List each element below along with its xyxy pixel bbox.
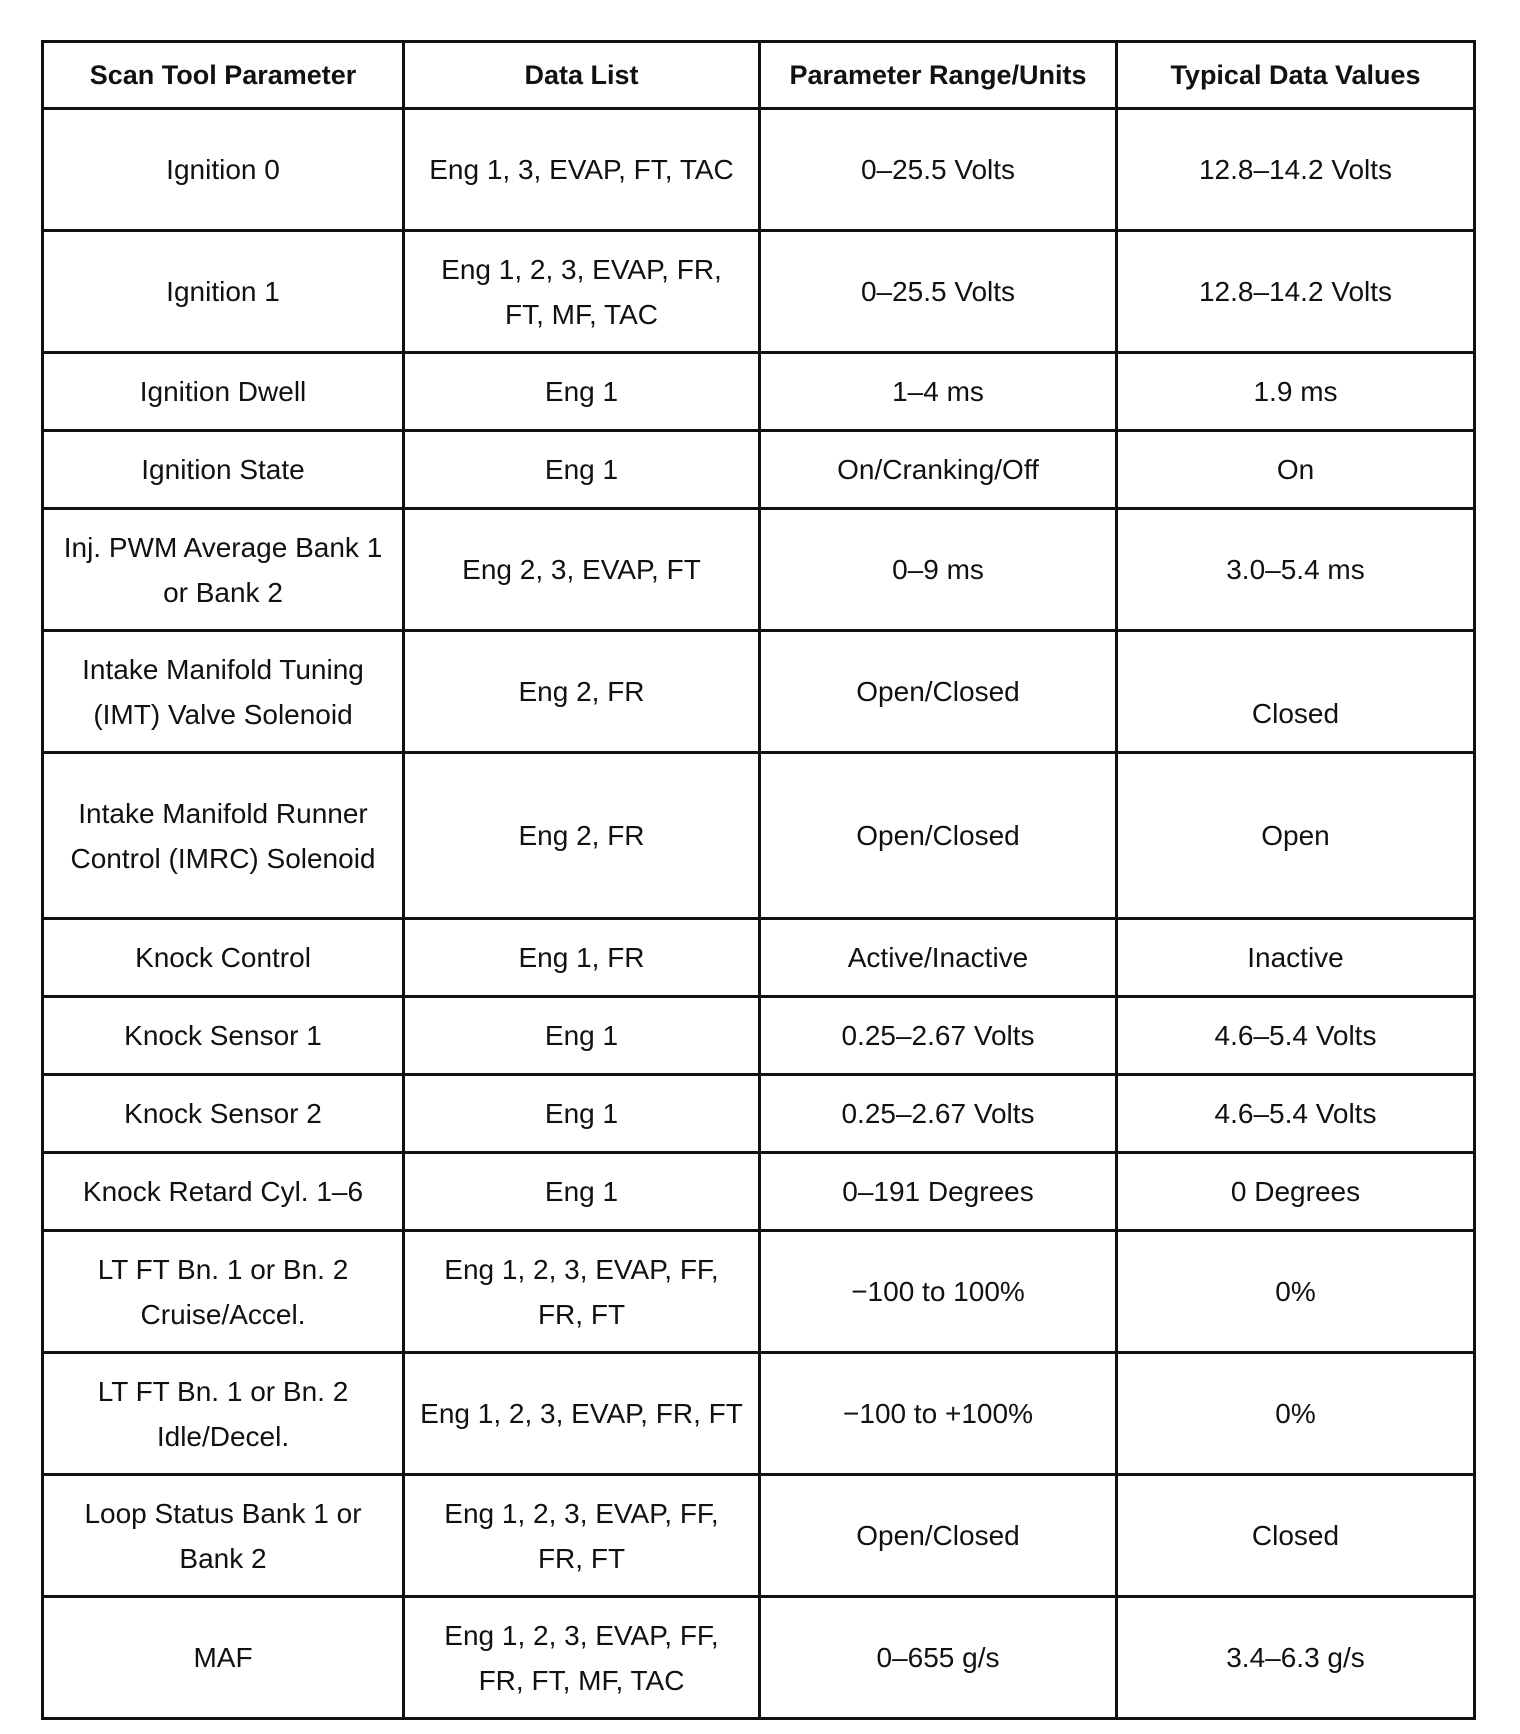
- cell-data-list: Eng 1: [404, 431, 760, 509]
- cell-parameter: Ignition Dwell: [43, 353, 404, 431]
- cell-parameter: Intake Manifold Tuning (IMT) Valve Solenoid: [43, 631, 404, 753]
- cell-range: 0.25–2.67 Volts: [760, 1075, 1117, 1153]
- cell-range: On/Cranking/Off: [760, 431, 1117, 509]
- cell-data-list: Eng 1, 2, 3, EVAP, FF, FR, FT, MF, TAC: [404, 1597, 760, 1719]
- cell-typical: 4.6–5.4 Volts: [1117, 997, 1475, 1075]
- cell-parameter: Knock Sensor 2: [43, 1075, 404, 1153]
- cell-typical: [1117, 631, 1475, 753]
- table-row: [43, 1597, 1475, 1719]
- header-row: [43, 42, 1475, 109]
- cell-range: Active/Inactive: [760, 919, 1117, 997]
- table-row: [43, 109, 1475, 231]
- header-scan-tool-parameter: Scan Tool Parameter: [43, 42, 404, 109]
- header-parameter-range-units: Parameter Range/Units: [760, 42, 1117, 109]
- cell-parameter: LT FT Bn. 1 or Bn. 2 Cruise/Accel.: [43, 1231, 404, 1353]
- table-row: [43, 631, 1475, 753]
- table-row: [43, 1153, 1475, 1231]
- cell-range: 0–9 ms: [760, 509, 1117, 631]
- cell-parameter: MAF: [43, 1597, 404, 1719]
- cell-data-list: Eng 1: [404, 353, 760, 431]
- table-row: [43, 919, 1475, 997]
- table-row: [43, 231, 1475, 353]
- cell-data-list: Eng 1, 2, 3, EVAP, FF, FR, FT: [404, 1231, 760, 1353]
- cell-parameter: Ignition State: [43, 431, 404, 509]
- cell-parameter: Knock Retard Cyl. 1–6: [43, 1153, 404, 1231]
- cell-typical: 12.8–14.2 Volts: [1117, 109, 1475, 231]
- cell-range: Open/Closed: [760, 1475, 1117, 1597]
- header-typical-data-values: Typical Data Values: [1117, 42, 1475, 109]
- cell-data-list: Eng 1, 2, 3, EVAP, FR, FT, MF, TAC: [404, 231, 760, 353]
- cell-typical: On: [1117, 431, 1475, 509]
- cell-parameter: Ignition 0: [43, 109, 404, 231]
- cell-typical: 1.9 ms: [1117, 353, 1475, 431]
- cell-range: 0–25.5 Volts: [760, 109, 1117, 231]
- table-row: [43, 1353, 1475, 1475]
- cell-parameter: Knock Sensor 1: [43, 997, 404, 1075]
- cell-range: 0–25.5 Volts: [760, 231, 1117, 353]
- cell-data-list: Eng 1, 2, 3, EVAP, FF, FR, FT: [404, 1475, 760, 1597]
- table-row: [43, 431, 1475, 509]
- cell-typical: 0%: [1117, 1231, 1475, 1353]
- cell-data-list: Eng 1, 2, 3, EVAP, FR, FT: [404, 1353, 760, 1475]
- cell-range: Open/Closed: [760, 753, 1117, 919]
- cell-typical: 4.6–5.4 Volts: [1117, 1075, 1475, 1153]
- cell-range: 0.25–2.67 Volts: [760, 997, 1117, 1075]
- cell-typical: Open: [1117, 753, 1475, 919]
- table-row: [43, 997, 1475, 1075]
- cell-data-list: Eng 2, 3, EVAP, FT: [404, 509, 760, 631]
- cell-data-list: Eng 1: [404, 1075, 760, 1153]
- cell-data-list: Eng 2, FR: [404, 753, 760, 919]
- cell-parameter: Ignition 1: [43, 231, 404, 353]
- cell-range: −100 to 100%: [760, 1231, 1117, 1353]
- cell-data-list: Eng 1, 3, EVAP, FT, TAC: [404, 109, 760, 231]
- cell-data-list: Eng 1: [404, 1153, 760, 1231]
- cell-parameter: Inj. PWM Average Bank 1 or Bank 2: [43, 509, 404, 631]
- header-data-list: Data List: [404, 42, 760, 109]
- cell-range: 0–191 Degrees: [760, 1153, 1117, 1231]
- cell-typical: 3.0–5.4 ms: [1117, 509, 1475, 631]
- scan-tool-parameter-table: [41, 40, 1473, 1720]
- table-row: [43, 1475, 1475, 1597]
- cell-data-list: Eng 1, FR: [404, 919, 760, 997]
- table-row: [43, 1231, 1475, 1353]
- cell-parameter: Intake Manifold Runner Control (IMRC) Solenoid: [43, 753, 404, 919]
- cell-range: 1–4 ms: [760, 353, 1117, 431]
- cell-typical: Inactive: [1117, 919, 1475, 997]
- cell-range: Open/Closed: [760, 631, 1117, 753]
- cell-data-list: Eng 2, FR: [404, 631, 760, 753]
- cell-parameter: Knock Control: [43, 919, 404, 997]
- cell-typical: 0%: [1117, 1353, 1475, 1475]
- cell-typical: 0 Degrees: [1117, 1153, 1475, 1231]
- cell-range: −100 to +100%: [760, 1353, 1117, 1475]
- table-row: [43, 509, 1475, 631]
- cell-typical: Closed: [1117, 1475, 1475, 1597]
- cell-parameter: LT FT Bn. 1 or Bn. 2 Idle/Decel.: [43, 1353, 404, 1475]
- table-row: [43, 753, 1475, 919]
- cell-typical: 12.8–14.2 Volts: [1117, 231, 1475, 353]
- cell-range: 0–655 g/s: [760, 1597, 1117, 1719]
- cell-typical-value: Closed: [1251, 698, 1340, 729]
- cell-data-list: Eng 1: [404, 997, 760, 1075]
- table-row: [43, 353, 1475, 431]
- cell-parameter: Loop Status Bank 1 or Bank 2: [43, 1475, 404, 1597]
- table-row: [43, 1075, 1475, 1153]
- cell-typical: 3.4–6.3 g/s: [1117, 1597, 1475, 1719]
- data-table: [41, 40, 1476, 1720]
